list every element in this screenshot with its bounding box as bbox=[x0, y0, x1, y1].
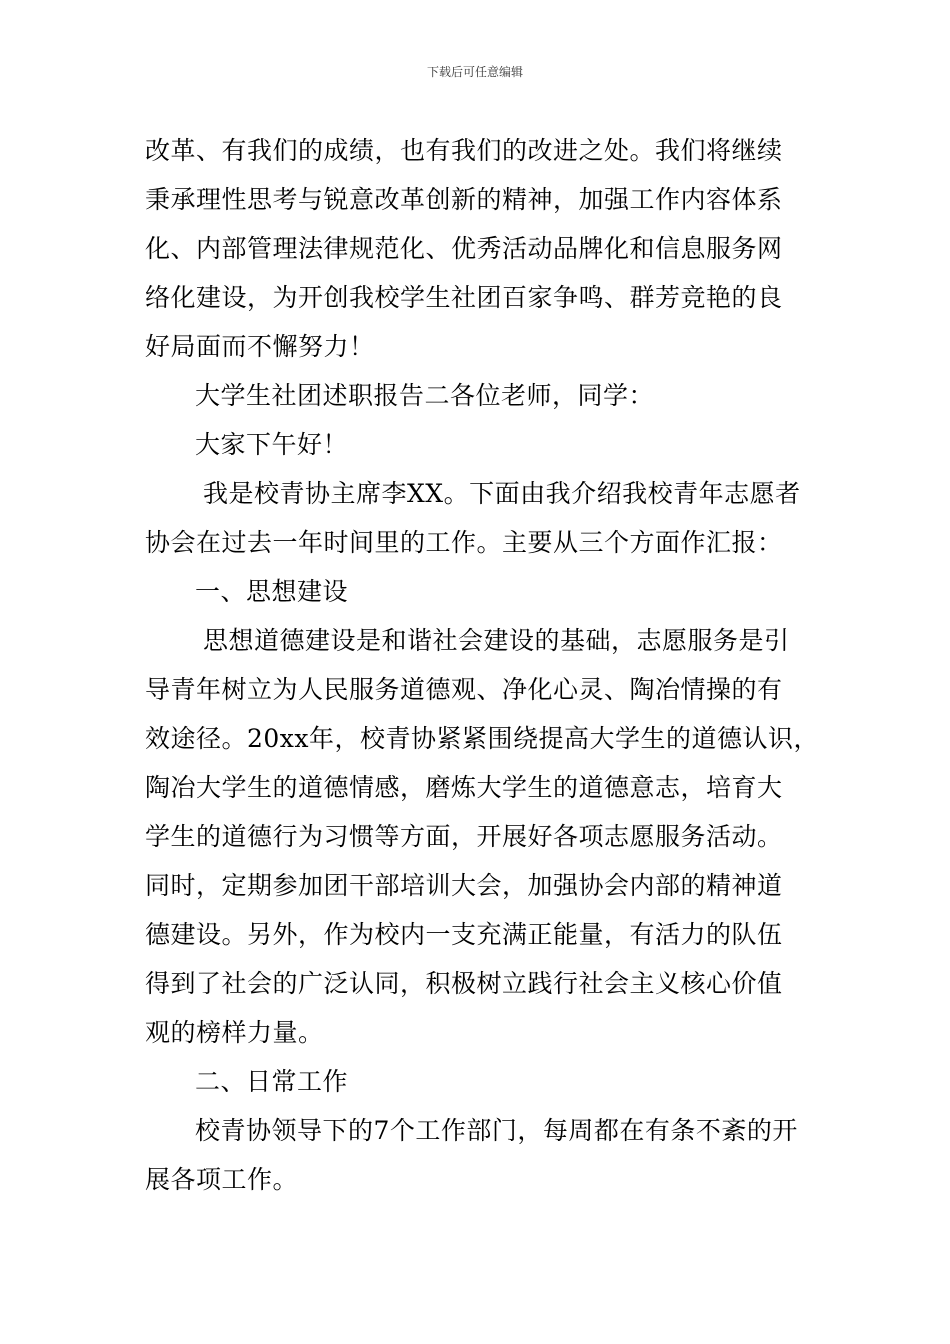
text-line: 我是校青协主席李XX。下面由我介绍我校青年志愿者 bbox=[203, 479, 801, 508]
section-heading: 一、思想建设 bbox=[195, 577, 349, 606]
text-line: 改革、有我们的成绩，也有我们的改进之处。我们将继续 bbox=[145, 136, 783, 165]
text-line: 得到了社会的广泛认同，积极树立践行社会主义核心价值 bbox=[145, 969, 783, 998]
text-line: 协会在过去一年时间里的工作。主要从三个方面作汇报： bbox=[145, 528, 783, 557]
text-line: 观的榜样力量。 bbox=[145, 1018, 324, 1047]
section-heading: 二、日常工作 bbox=[195, 1067, 349, 1096]
text-line: 德建设。另外，作为校内一支充满正能量，有活力的队伍 bbox=[145, 920, 783, 949]
text-line: 同时，定期参加团干部培训大会，加强协会内部的精神道 bbox=[145, 871, 783, 900]
page-header: 下载后可任意编辑 bbox=[426, 65, 523, 79]
text-line: 学生的道德行为习惯等方面，开展好各项志愿服务活动。 bbox=[145, 822, 783, 851]
text-line: 效途径。20xx年，校青协紧紧围绕提高大学生的道德认识， bbox=[145, 724, 820, 753]
section-title: 大学生社团述职报告二各位老师，同学： bbox=[195, 381, 655, 410]
text-line: 好局面而不懈努力！ bbox=[145, 332, 375, 361]
greeting: 大家下午好！ bbox=[195, 430, 349, 459]
text-line: 陶冶大学生的道德情感，磨炼大学生的道德意志，培育大 bbox=[145, 773, 783, 802]
text-line: 化、内部管理法律规范化、优秀活动品牌化和信息服务网 bbox=[145, 234, 783, 263]
text-line: 络化建设，为开创我校学生社团百家争鸣、群芳竞艳的良 bbox=[145, 283, 783, 312]
text-line: 导青年树立为人民服务道德观、净化心灵、陶冶情操的有 bbox=[145, 675, 783, 704]
text-line: 秉承理性思考与锐意改革创新的精神，加强工作内容体系 bbox=[145, 185, 783, 214]
document-body bbox=[145, 126, 820, 1204]
text-line: 校青协领导下的7个工作部门，每周都在有条不紊的开 bbox=[195, 1116, 798, 1145]
text-line: 展各项工作。 bbox=[145, 1165, 299, 1194]
text-line: 思想道德建设是和谐社会建设的基础，志愿服务是引 bbox=[203, 626, 790, 655]
